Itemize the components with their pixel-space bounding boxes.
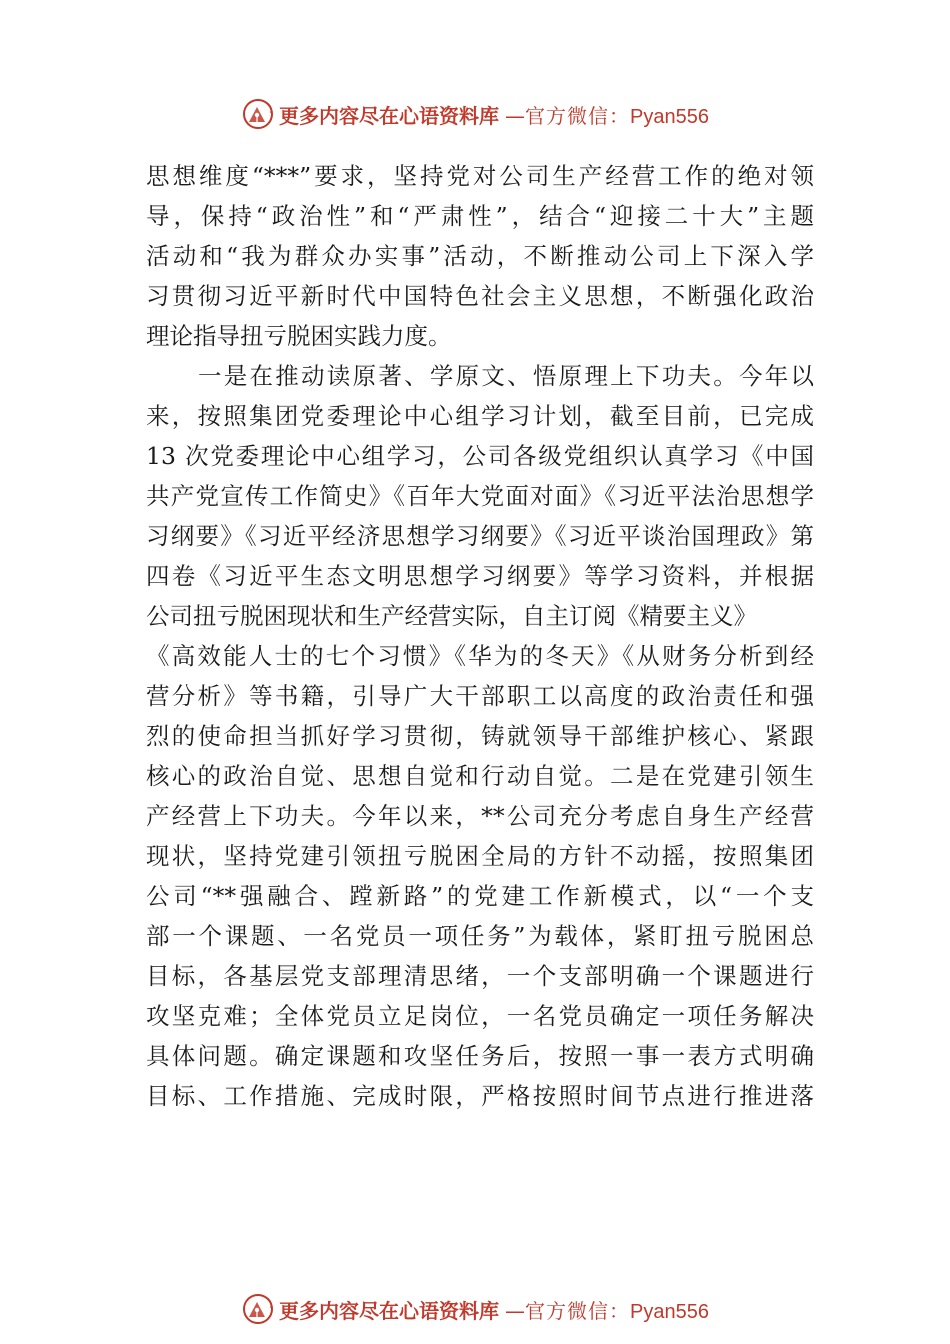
text-line: 《高效能人士的七个习惯》《华为的冬天》《从财务分析到经: [146, 642, 814, 670]
footer-separator: —: [505, 1298, 526, 1323]
text-line: 来，按照集团党委理论中心组学习计划，截至目前，已完成: [146, 402, 814, 430]
text-line: 习贯彻习近平新时代中国特色社会主义思想，不断强化政治: [146, 282, 814, 310]
text-line: 现状，坚持党建引领扭亏脱困全局的方针不动摇，按照集团: [146, 842, 814, 870]
text-line: 烈的使命担当抓好学习贯彻，铸就领导干部维护核心、紧跟: [146, 722, 814, 750]
pen-nib-logo-icon: [241, 97, 275, 131]
text-line: 核心的政治自觉、思想自觉和行动自觉。二是在党建引领生: [146, 762, 814, 790]
header-wechat-id: Pyan556: [630, 105, 709, 128]
footer-banner: [0, 1287, 950, 1331]
text-line: 习纲要》《习近平经济思想学习纲要》《习近平谈治国理政》第: [146, 522, 814, 550]
header-wechat-label: 官方微信：: [525, 103, 631, 128]
text-line: 具体问题。确定课题和攻坚任务后，按照一事一表方式明确: [146, 1042, 814, 1070]
text-line: 公司扭亏脱困现状和生产经营实际，自主订阅《精要主义》: [146, 602, 757, 630]
footer-wechat-label: 官方微信：: [525, 1298, 631, 1323]
text-line: 产经营上下功夫。今年以来，**公司充分考虑自身生产经营: [146, 802, 814, 830]
footer-title: 更多内容尽在心语资料库: [279, 1298, 500, 1323]
pen-nib-logo-icon: [241, 1292, 275, 1326]
text-line: 营分析》等书籍，引导广大干部职工以高度的政治责任和强: [146, 682, 814, 710]
text-line: 13 次党委理论中心组学习，公司各级党组织认真学习《中国: [146, 442, 814, 470]
text-line: 活动和“我为群众办实事”活动，不断推动公司上下深入学: [146, 242, 814, 270]
text-line: 共产党宣传工作简史》《百年大党面对面》《习近平法治思想学: [146, 482, 814, 510]
text-line: 部一个课题、一名党员一项任务”为载体，紧盯扭亏脱困总: [146, 922, 814, 950]
text-line: 目标，各基层党支部理清思绪，一个支部明确一个课题进行: [146, 962, 814, 990]
header-title: 更多内容尽在心语资料库: [279, 103, 500, 128]
text-line: 目标、工作措施、完成时限，严格按照时间节点进行推进落: [146, 1082, 814, 1110]
text-line: 攻坚克难；全体党员立足岗位，一名党员确定一项任务解决: [146, 1002, 814, 1030]
text-line: 四卷《习近平生态文明思想学习纲要》等学习资料，并根据: [146, 562, 814, 590]
header-banner: [0, 92, 950, 136]
text-line: 思想维度“***”要求，坚持党对公司生产经营工作的绝对领: [146, 162, 814, 190]
footer-wechat-id: Pyan556: [630, 1300, 709, 1323]
text-line: 导，保持“政治性”和“严肃性”，结合“迎接二十大”主题: [146, 202, 814, 230]
document-body: [146, 156, 814, 1116]
text-line: 一是在推动读原著、学原文、悟原理上下功夫。今年以: [198, 362, 814, 390]
text-line: 理论指导扭亏脱困实践力度。: [146, 322, 452, 350]
text-line: 公司“**强融合、蹚新路”的党建工作新模式，以“一个支: [146, 882, 814, 910]
header-separator: —: [505, 103, 526, 128]
